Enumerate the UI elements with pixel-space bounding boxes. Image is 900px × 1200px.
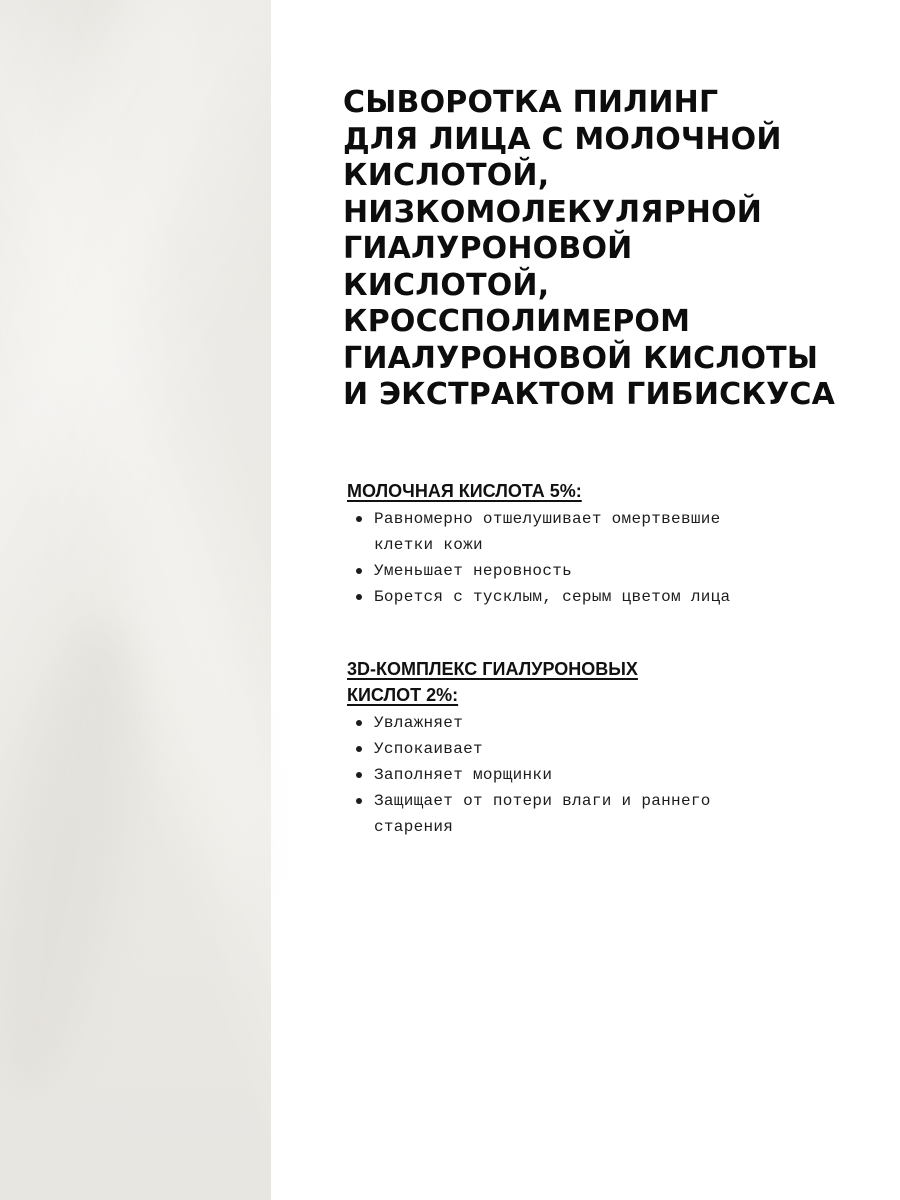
benefit-list: [347, 710, 767, 840]
decorative-fabric-image: [0, 0, 271, 1200]
list-item: [347, 736, 767, 762]
bullet-icon: [356, 516, 362, 522]
list-item: [347, 584, 767, 610]
list-item-text: Защищает от потери влаги и раннего старения: [374, 792, 711, 836]
list-item: [347, 506, 767, 558]
list-item-text: Заполняет морщинки: [374, 766, 553, 784]
list-item-text: Борется с тусклым, серым цветом лица: [374, 588, 731, 606]
bullet-icon: [356, 772, 362, 778]
bullet-icon: [356, 746, 362, 752]
list-item: [347, 710, 767, 736]
list-item: [347, 762, 767, 788]
bullet-icon: [356, 798, 362, 804]
list-item-text: Уменьшает неровность: [374, 562, 573, 580]
product-title-block: [343, 85, 873, 414]
lactic-acid-section: [347, 478, 767, 610]
fabric-shadow: [0, 614, 161, 1106]
benefit-list: [347, 506, 767, 610]
list-item: [347, 558, 767, 584]
list-item: [347, 788, 767, 840]
bullet-icon: [356, 594, 362, 600]
hyaluronic-complex-section: [347, 656, 767, 840]
list-item-text: Успокаивает: [374, 740, 483, 758]
section-heading: МОЛОЧНАЯ КИСЛОТА 5%:: [347, 481, 582, 501]
bullet-icon: [356, 568, 362, 574]
fabric-highlight: [0, 0, 242, 388]
bullet-icon: [356, 720, 362, 726]
list-item-text: Увлажняет: [374, 714, 464, 732]
list-item-text: Равномерно отшелушивает омертвевшие клетки кожи: [374, 510, 721, 554]
section-heading: 3D-КОМПЛЕКС ГИАЛУРОНОВЫХ КИСЛОТ 2%:: [347, 659, 638, 705]
product-title: СЫВОРОТКА ПИЛИНГ ДЛЯ ЛИЦА С МОЛОЧНОЙ КИСЛОТОЙ, НИЗКОМОЛЕКУЛЯРНОЙ ГИАЛУРОНОВОЙ КИСЛОТОЙ, КРОССПОЛИМЕРОМ ГИАЛУРОНОВОЙ КИСЛОТЫ И ЭКСТРАКТОМ ГИБИСКУСА: [343, 85, 836, 412]
